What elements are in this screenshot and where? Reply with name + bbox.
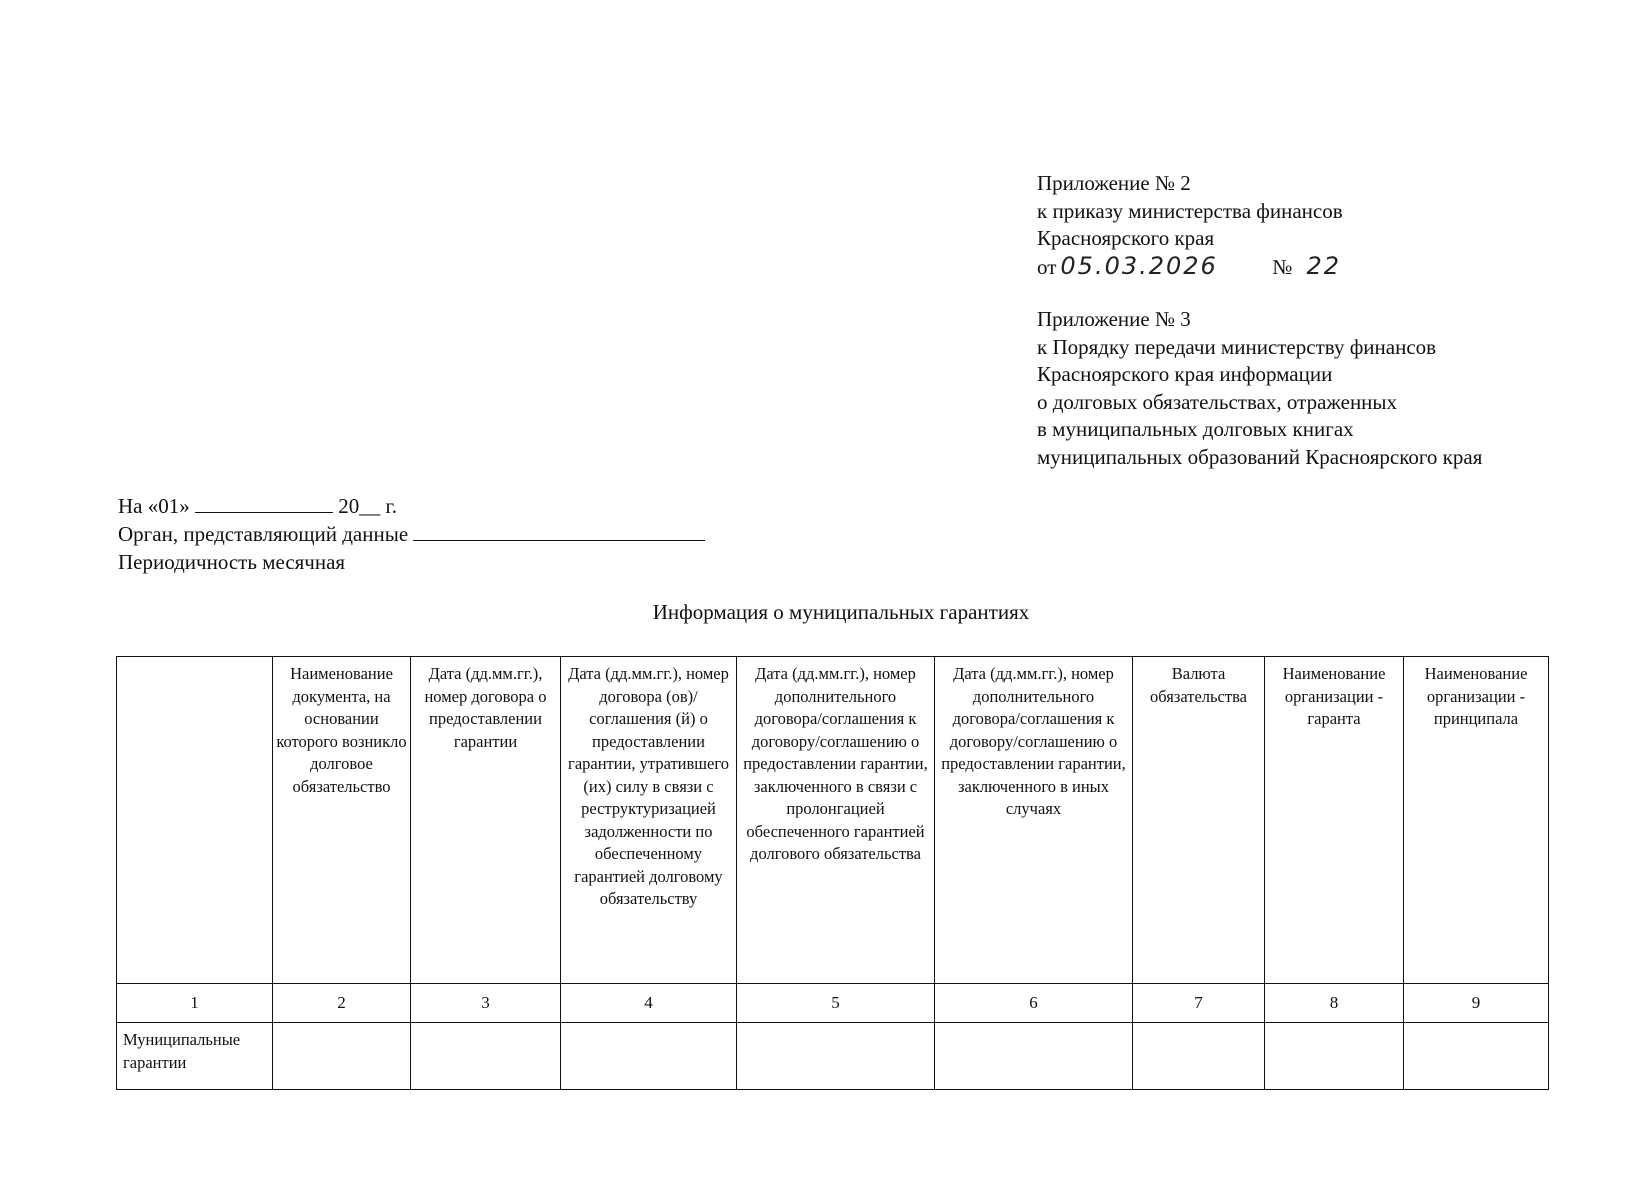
appendix-2-order-ref: к приказу министерства финансов (1037, 198, 1343, 223)
appendix-3-line: о долговых обязательствах, отраженных (1037, 389, 1398, 414)
appendix-3-line: Приложение № 3 (1037, 307, 1191, 331)
header-cell: Дата (дд.мм.гг.), номер договора о предоставлении гарантии (411, 657, 561, 984)
order-date-number-line (1037, 253, 1343, 282)
month-blank (195, 494, 333, 513)
header-cell (117, 657, 273, 984)
report-year: 20__ г. (338, 494, 397, 518)
organ-line (118, 520, 705, 548)
appendix-3-line: в муниципальных долговых книгах (1037, 417, 1354, 441)
column-number: 3 (411, 984, 561, 1023)
header-cell: Наименование документа, на основании которого возникло долговое обязательство (273, 657, 411, 984)
column-number: 8 (1265, 984, 1404, 1023)
column-number: 7 (1133, 984, 1265, 1023)
header-cell: Дата (дд.мм.гг.), номер договора (ов)/соглашения (й) о предоставлении гарантии, утратившего (их) силу в связи с реструктуризацией задолженности по обеспеченному гарантией долговому обязательству (561, 657, 737, 984)
guarantees-table (116, 656, 1549, 1090)
empty-cell (411, 1023, 561, 1090)
appendix-3-line: муниципальных образований Красноярского края (1037, 444, 1483, 469)
document-title: Информация о муниципальных гарантиях (652, 600, 1030, 624)
appendix-3-block (1037, 306, 1482, 471)
empty-cell (1265, 1023, 1404, 1090)
empty-cell (935, 1023, 1133, 1090)
column-number: 2 (273, 984, 411, 1023)
table-header-row (117, 657, 1549, 984)
column-number: 6 (935, 984, 1133, 1023)
column-number-row (117, 984, 1549, 1023)
empty-cell (1404, 1023, 1549, 1090)
handwritten-order-number: 22 (1306, 251, 1341, 280)
header-cell: Наименование организации - принципала (1404, 657, 1549, 984)
table-row (117, 1023, 1549, 1090)
empty-cell (273, 1023, 411, 1090)
header-cell: Дата (дд.мм.гг.), номер дополнительного договора/соглашения к договору/соглашению о предоставлении гарантии, заключенного в связи с пролонгацией обеспеченного гарантией долгового обязательства (737, 657, 935, 984)
column-number: 5 (737, 984, 935, 1023)
column-number: 9 (1404, 984, 1549, 1023)
appendix-3-line: Красноярского края информации (1037, 362, 1333, 386)
row-label: Муниципальные гарантии (117, 1023, 273, 1090)
periodicity: Периодичность месячная (118, 550, 346, 574)
empty-cell (737, 1023, 935, 1090)
header-cell: Дата (дд.мм.гг.), номер дополнительного договора/соглашения к договору/соглашению о предоставлении гарантии, заключенного в иных случаях (935, 657, 1133, 984)
appendix-2-block (1037, 170, 1343, 281)
report-date-line (118, 492, 705, 520)
organ-label: Орган, представляющий данные (118, 522, 409, 546)
column-number: 1 (117, 984, 273, 1023)
empty-cell (1133, 1023, 1265, 1090)
appendix-3-line: к Порядку передачи министерству финансов (1037, 334, 1437, 359)
column-number: 4 (561, 984, 737, 1023)
header-cell: Валюта обязательства (1133, 657, 1265, 984)
header-cell: Наименование организации - гаранта (1265, 657, 1404, 984)
report-date-prefix: На «01» (118, 494, 190, 518)
appendix-2-title: Приложение № 2 (1037, 171, 1191, 195)
organ-blank (413, 522, 705, 541)
empty-cell (561, 1023, 737, 1090)
handwritten-order-date: 05.03.2026 (1060, 251, 1218, 280)
appendix-2-region: Красноярского края (1037, 226, 1215, 250)
number-label: № (1272, 254, 1293, 279)
report-meta (118, 492, 705, 576)
from-label: от (1037, 254, 1057, 279)
